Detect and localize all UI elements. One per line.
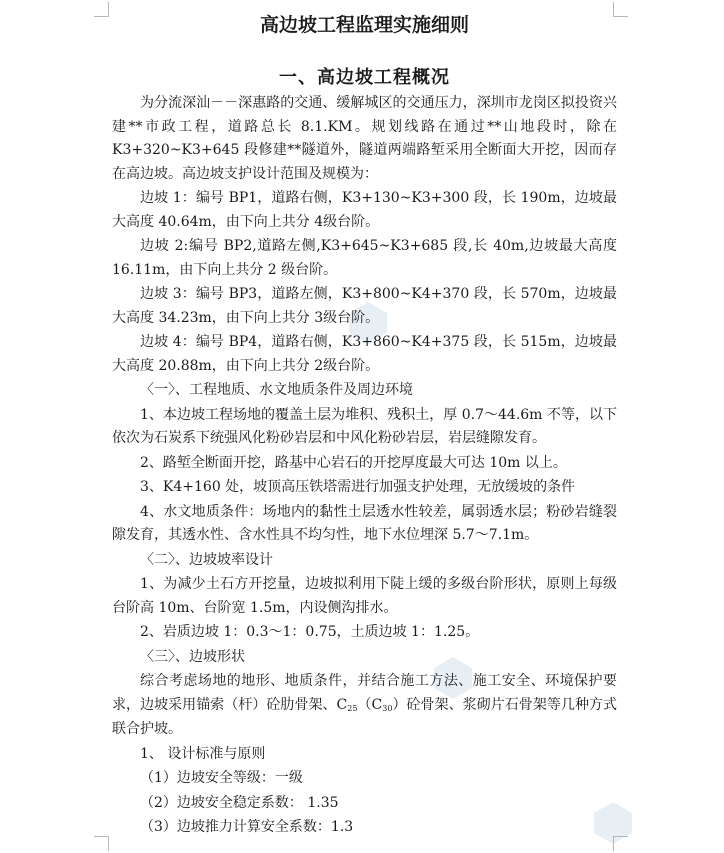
slope-ratio-item: 2、岩质边坡 1：0.3～1：0.75，土质边坡 1：1.25。: [140, 624, 480, 640]
criteria-item: （1）边坡安全等级：一级: [140, 770, 303, 786]
concrete-grade-subscript: 30: [382, 703, 393, 713]
criteria-item: （3）边坡推力计算安全系数：1.3: [140, 819, 354, 835]
geology-item: 1、本边坡工程场地的覆盖土层为堆积、残积土，厚 0.7～44.6m 不等，以下依次为石炭系下统强风化粉砂岩层和中风化粉砂岩层，岩层缝隙发育。: [112, 406, 617, 446]
geology-item: 2、路堑全断面开挖，路基中心岩石的开挖厚度最大可达 10m 以上。: [140, 454, 567, 471]
slope-shape-paragraph: [112, 670, 617, 742]
design-standard-heading: 1、 设计标准与原则: [140, 745, 266, 762]
subsection-heading-slope-shape: 〈三〉、边坡形状: [140, 648, 245, 665]
geology-item: 4、水文地质条件：场地内的黏性土层透水性较差，属弱透水层；粉砂岩缝裂隙发育，其透水性、含水性具不均匀性，地下水位埋深 5.7～7.1m。: [112, 503, 617, 543]
slope-item: 边坡 4：编号 BP4，道路右侧，K3+860~K4+375 段，长 515m，边坡最大高度 20.88m，由下向上共分 2级台阶。: [112, 334, 617, 374]
page-corner-mark: [94, 836, 109, 851]
slope-shape-text: 综合考虑场地的地形、地质条件，并结合施工方法、施工安全、环境保护要求，边坡采用锚索（杆）砼肋骨架、C: [112, 673, 617, 713]
slope-item: 边坡 1：编号 BP1，道路右侧，K3+130~K3+300 段，长 190m，边坡最大高度 40.64m，由下向上共分 4级台阶。: [112, 190, 617, 230]
document-page: [112, 10, 617, 841]
document-title: 高边坡工程监理实施细则: [259, 14, 469, 36]
criteria-item: （2）边坡安全稳定系数： 1.35: [140, 794, 339, 811]
page-corner-mark: [94, 2, 109, 17]
geology-item: 3、K4+160 处，坡顶高压铁塔需进行加强支护处理，无放缓坡的条件: [140, 479, 576, 495]
section-heading-overview: 一、高边坡工程概况: [279, 67, 450, 88]
slope-item: 边坡 2:编号 BP2,道路左侧,K3+645~K3+685 段,长 40m,边坡最大高度 16.11m，由下向上共分 2 级台阶。: [112, 238, 617, 278]
intro-paragraph: 为分流深汕－－深惠路的交通、缓解城区的交通压力，深圳市龙岗区拟投资兴建**市政工程，道路总长 8.1.KM。规划线路在通过**山地段时，除在 K3+320~K3+645 段修建**隧道外，隧道两端路堑采用全断面大开挖，因而存在高边坡。高边坡支护设计范围及规模为：: [112, 95, 617, 182]
subsection-heading-slope-ratio: 〈二〉、边坡坡率设计: [140, 551, 273, 568]
subsection-heading-geology: 〈一〉、工程地质、水文地质条件及周边环境: [140, 382, 413, 398]
concrete-grade-subscript: 25: [347, 703, 358, 713]
slope-ratio-item: 1、为减少土石方开挖量，边坡拟利用下陡上缓的多级台阶形状，原则上每级台阶高 10m、台阶宽 1.5m，内设侧沟排水。: [112, 576, 617, 616]
slope-shape-text: ）砼骨架、浆砌片石骨架等几种方式联合护坡。: [112, 696, 618, 737]
slope-shape-text: （C: [357, 696, 383, 713]
slope-item: 边坡 3：编号 BP3，道路左侧，K3+800~K4+370 段，长 570m，边坡最大高度 34.23m，由下向上共分 3级台阶。: [112, 286, 617, 326]
